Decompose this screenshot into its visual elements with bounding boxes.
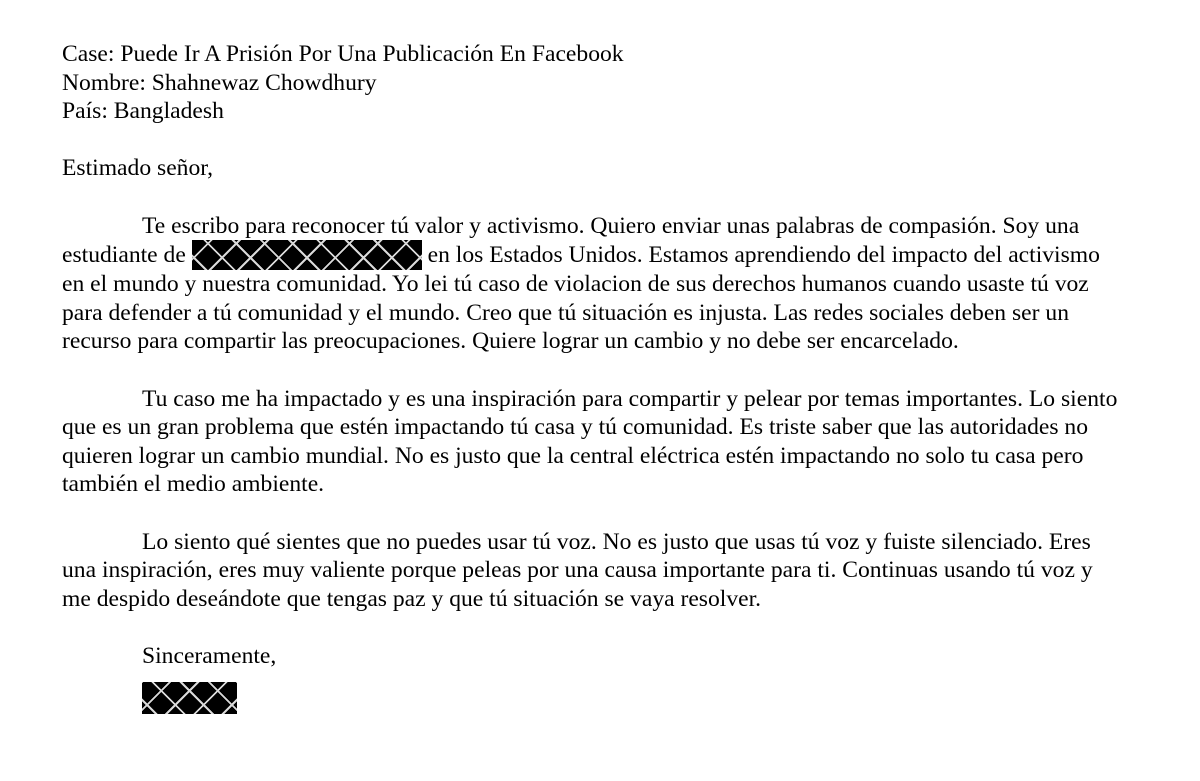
spacer xyxy=(62,183,1142,212)
paragraph-1-end: en los Estados Unidos. Estamos aprendiendo del impacto del activismo en el mundo y nuestra comunidad. Yo lei tú caso de violacion de sus derechos humanos cuando usaste tú voz para defender a tú comunidad y el mundo. Creo que tú situación es injusta. Las redes sociales deben ser un recurso para compartir las preocupaciones. Quiere lograr un cambio y no debe ser encarcelado. xyxy=(62,242,1100,355)
paragraph-2: Tu caso me ha impactado y es una inspiración para compartir y pelear por temas importantes. Lo siento que es un gran problema que estén impactando tú casa y tú comunidad. Es triste saber que las autoridades no quieren lograr un cambio mundial. No es justo que la central eléctrica estén impactando no solo tu casa pero también el medio ambiente. xyxy=(62,385,1118,498)
country-line: País: Bangladesh xyxy=(62,98,224,125)
spacer xyxy=(62,126,1142,155)
closing: Sinceramente, xyxy=(142,642,277,669)
spacer xyxy=(62,499,1142,528)
spacer xyxy=(62,613,1142,642)
greeting: Estimado señor, xyxy=(62,155,214,182)
paragraph-1-start: Te escribo para reconocer tú valor y activismo. Quiero enviar unas palabras de compasión. Soy una estudiante de xyxy=(62,212,1080,269)
signature-area xyxy=(142,682,1142,714)
case-line: Case: Puede Ir A Prisión Por Una Publicación En Facebook xyxy=(62,41,624,67)
spacer xyxy=(62,356,1142,385)
letter-page xyxy=(62,40,1142,714)
redacted-signature xyxy=(142,682,237,714)
redacted-school-name xyxy=(192,240,422,270)
paragraph-3: Lo siento qué sientes que no puedes usar tú voz. No es justo que usas tú voz y fuiste silenciado. Eres una inspiración, eres muy valiente porque peleas por una causa importante para ti. Continuas usando tú voz y me despido deseándote que tengas paz y que tú situación se vaya resolver. xyxy=(62,528,1093,612)
paragraph-1 xyxy=(62,212,1122,356)
name-line: Nombre: Shahnewaz Chowdhury xyxy=(62,69,377,96)
